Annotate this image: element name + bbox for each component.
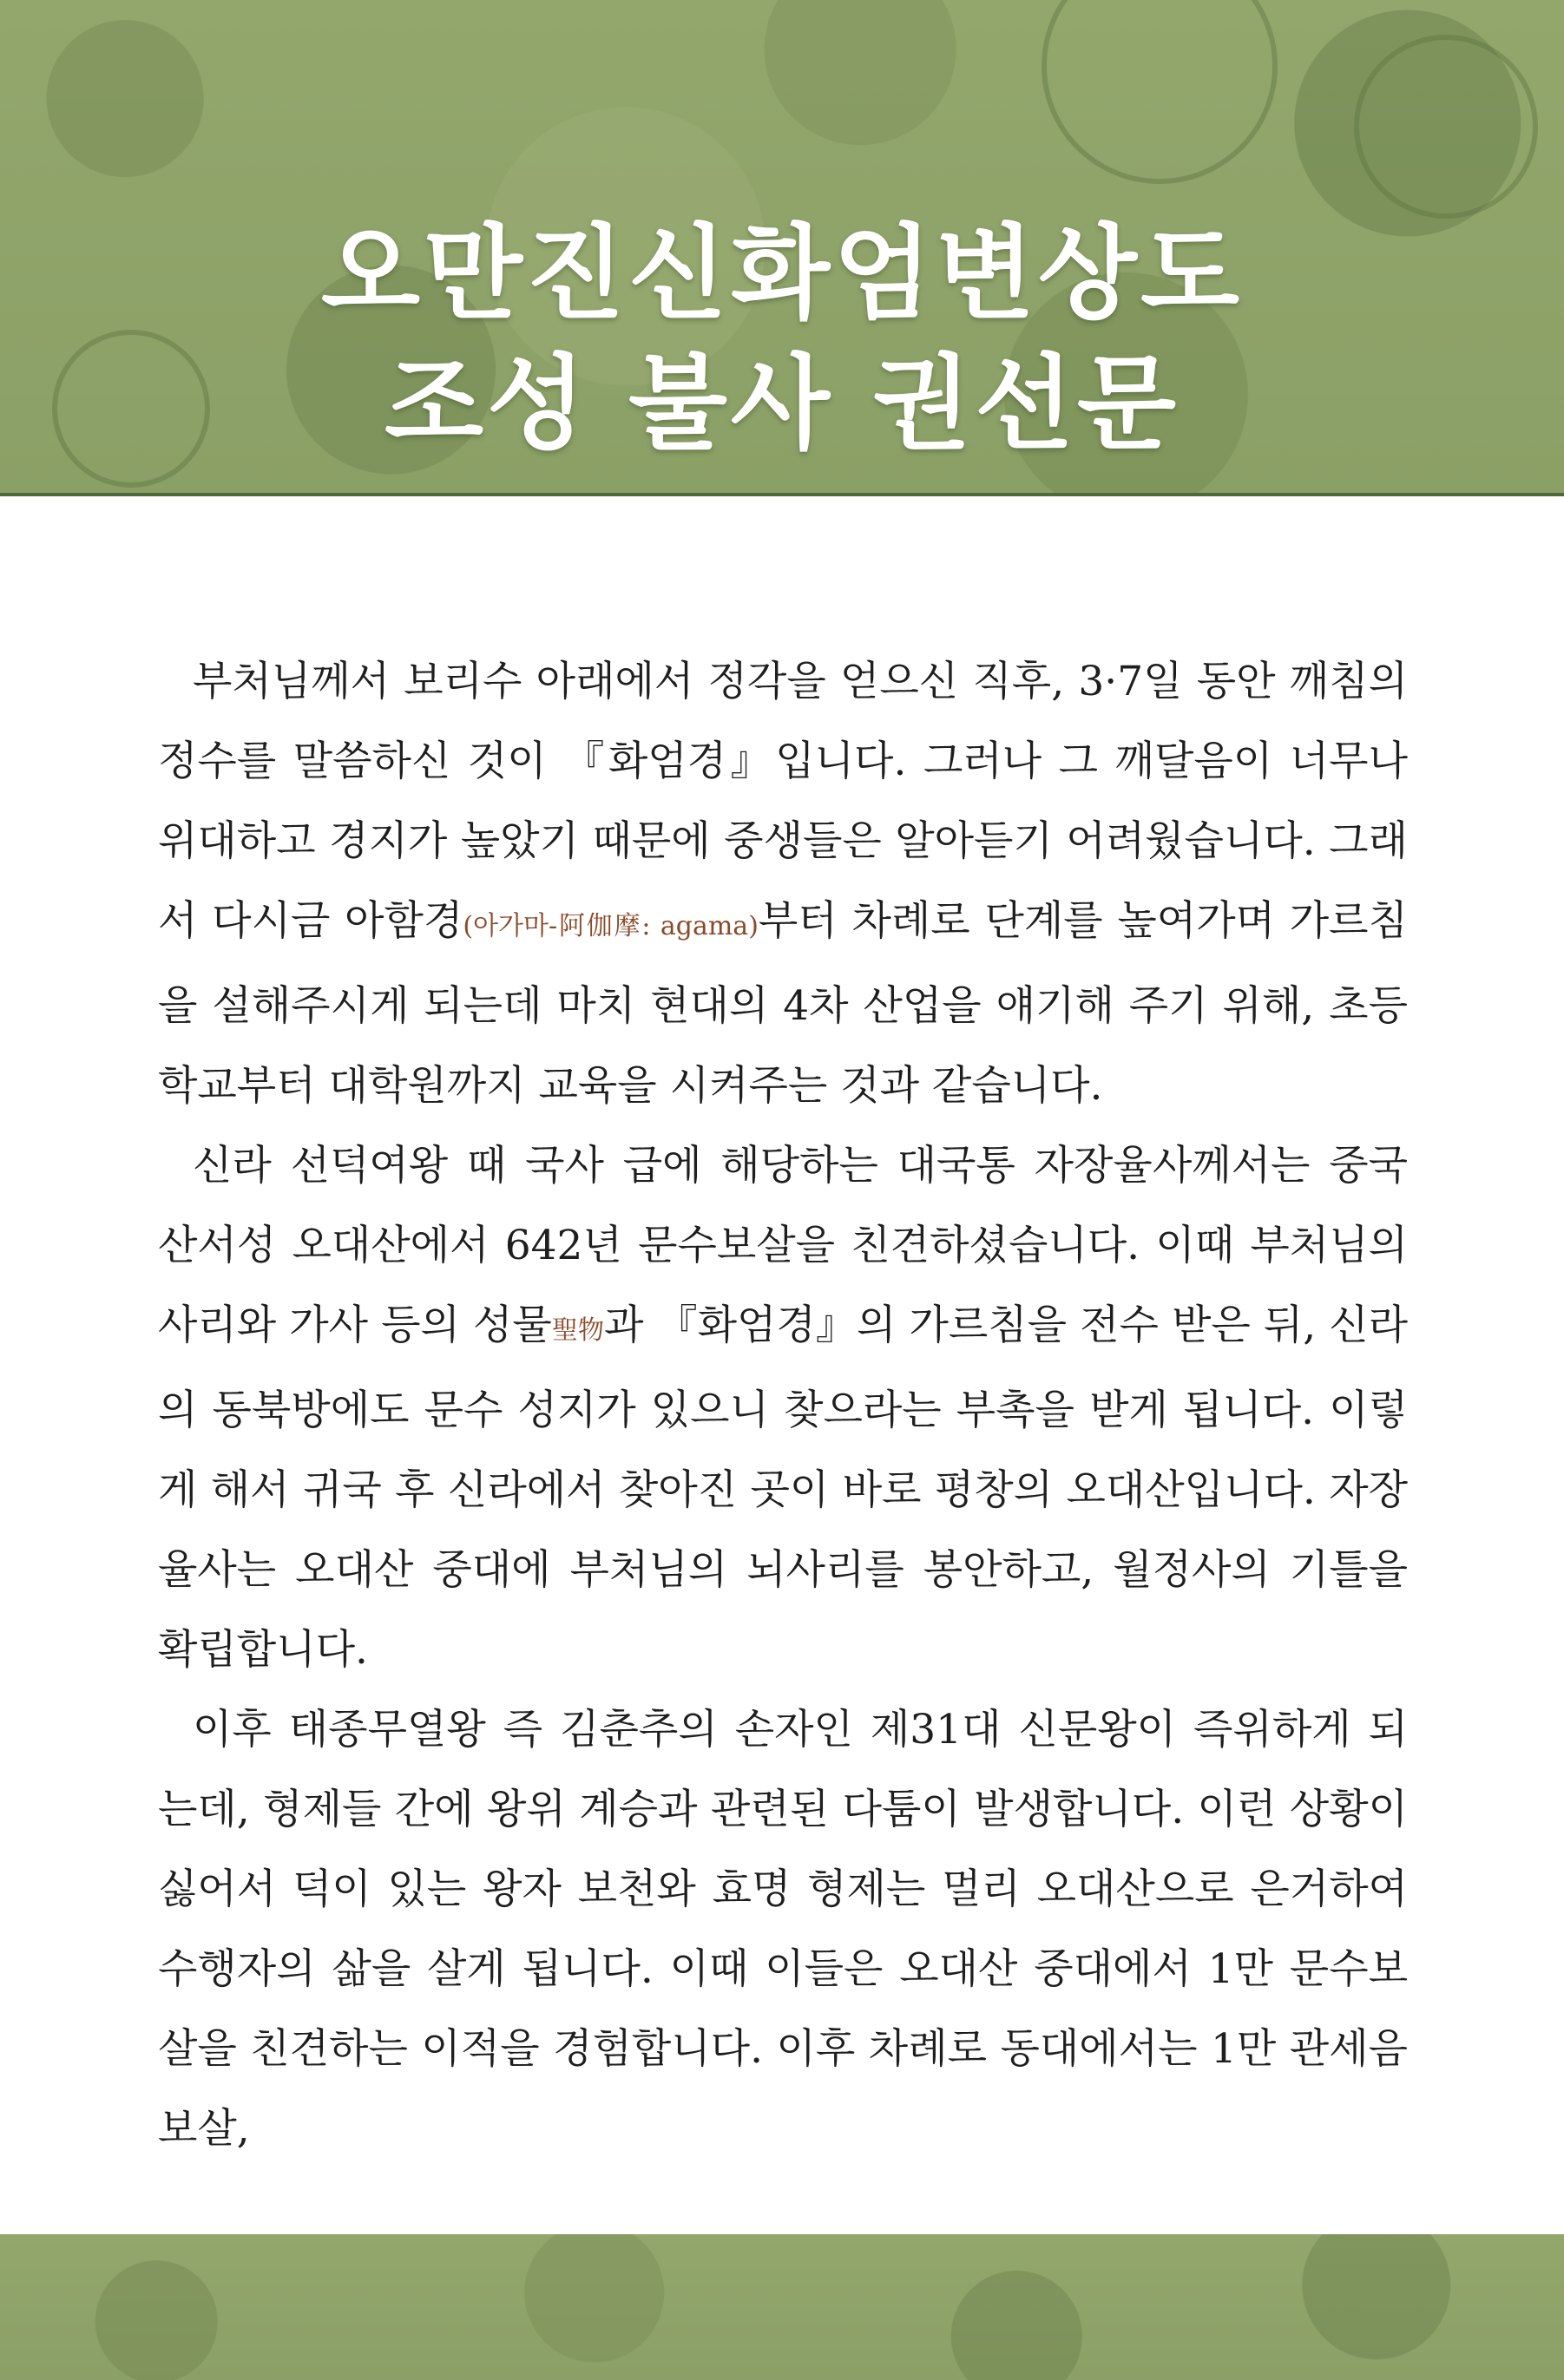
- paragraph-2-text: 신라 선덕여왕 때 국사 급에 해당하는 대국통 자장율사께서는 중국 산서성 오대산에서 642년 문수보살을 친견하셨습니다. 이때 부처님의 사리와 가사 등의 성물: [158, 1142, 1408, 1349]
- paragraph-1-text-cont: 부터 차례로 단계를 높여가며 가르침을 설해주시게 되는데 마치 현대의 4차 산업을 얘기해 주기 위해, 초등학교부터 대학원까지 교육을 시켜주는 것과 같습니다.: [158, 897, 1408, 1110]
- page-title-line2: 조성 불사 권선문: [384, 344, 1180, 463]
- footer-banner: [0, 2234, 1564, 2380]
- paragraph-3-text: 이후 태종무열왕 즉 김춘추의 손자인 제31대 신문왕이 즉위하게 되는데, 형제들 간에 왕위 계승과 관련된 다툼이 발생합니다. 이런 상황이 싫어서 덕이 있는 왕자 보천와 효명 형제는 멀리 오대산으로 은거하여 수행자의 삶을 살게 됩니다. 이때 이들은 오대산 중대에서 1만 문수보살을 친견하는 이적을 경험합니다. 이후 차례로 동대에서는 1만 관세음보살,: [158, 1706, 1408, 2153]
- paragraph-2: [158, 1126, 1408, 1690]
- page-title-line1: 오만진신화엄변상도: [321, 213, 1243, 333]
- paragraph-2-text-cont: 과 『화엄경』의 가르침을 전수 받은 뒤, 신라의 동북방에도 문수 성지가 있으니 찾으라는 부촉을 받게 됩니다. 이렇게 해서 귀국 후 신라에서 찾아진 곳이 바로 평창의 오대산입니다. 자장율사는 오대산 중대에 부처님의 뇌사리를 봉안하고, 월정사의 기틀을 확립합니다.: [158, 1301, 1409, 1674]
- paragraph-2-annotation: 聖物: [551, 1315, 605, 1346]
- paragraph-1-text: 부처님께서 보리수 아래에서 정각을 얻으신 직후, 3·7일 동안 깨침의 정수를 말씀하신 것이 『화엄경』입니다. 그러나 그 깨달음이 너무나 위대하고 경지가 높았기 때문에 중생들은 알아듣기 어려웠습니다. 그래서 다시금 아함경: [158, 658, 1408, 945]
- header-banner: [0, 0, 1564, 493]
- header-divider: [0, 493, 1564, 496]
- article-body: [158, 642, 1408, 2169]
- paragraph-3: [158, 1690, 1408, 2169]
- floral-ornament-icon: [1042, 0, 1278, 184]
- paragraph-1: [158, 642, 1408, 1126]
- paragraph-1-annotation: (아가마-阿伽摩: agama): [463, 911, 759, 941]
